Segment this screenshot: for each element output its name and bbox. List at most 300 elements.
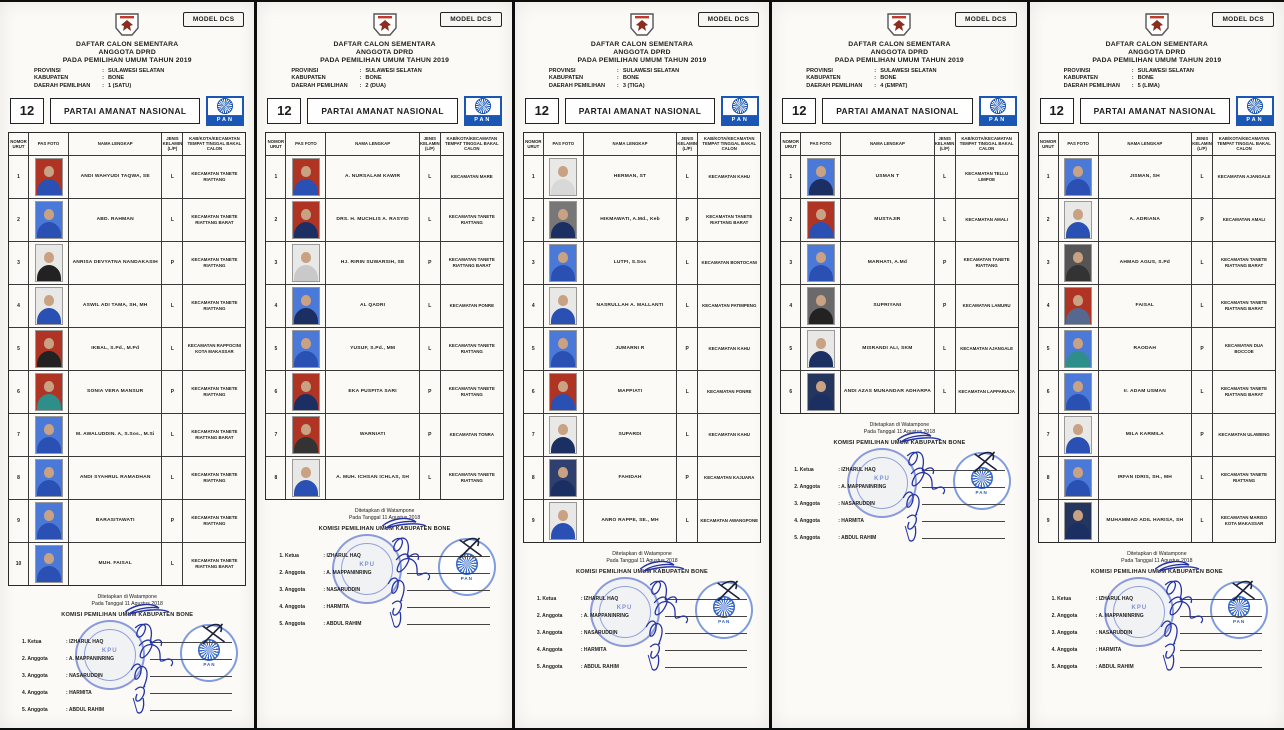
candidate-residence: KECAMATAN KAHU (708, 174, 750, 180)
candidate-row (1039, 457, 1275, 500)
kabupaten-label: KABUPATEN (34, 75, 69, 82)
candidate-number: 3 (1039, 242, 1059, 284)
header-nama-lengkap: NAMA LENGKAP (69, 133, 162, 155)
candidate-name: IKBAL, S.Pd., M.Pd (69, 328, 162, 370)
dapil-label: DAERAH PEMILIHAN (291, 82, 348, 89)
candidate-residence: KECAMATAN AMALI (965, 217, 1008, 223)
sig-commission-title: KOMISI PEMILIHAN UMUM KABUPATEN BONE (61, 611, 194, 618)
signature-block (780, 422, 1018, 572)
signature-line (150, 641, 232, 643)
signer-name: : ABDUL RAHIM (323, 621, 407, 627)
candidate-photo (1064, 502, 1092, 540)
signature-line (407, 623, 489, 625)
candidate-row (781, 156, 1017, 199)
candidate-photo (292, 287, 320, 325)
photo-cell (801, 371, 841, 413)
pan-sunburst-icon (466, 98, 500, 115)
signer-role: 4. Anggota (536, 646, 563, 653)
signature-line (1180, 666, 1262, 668)
photo-cell (286, 328, 326, 370)
party-number-box: 12 (782, 98, 816, 124)
header-pas-foto: PAS FOTO (286, 133, 326, 155)
candidate-gender: L (162, 543, 183, 585)
dapil-label: DAERAH PEMILIHAN (806, 82, 863, 89)
candidate-name: ANDI AZAS MUNANDAR ADHARPA (841, 371, 934, 413)
candidate-number: 8 (524, 457, 544, 499)
candidate-photo (1064, 287, 1092, 325)
candidate-number: 1 (1039, 156, 1059, 198)
signer-role: 4. Anggota (22, 689, 48, 696)
header-nomor-urut: NOMOR URUT (266, 133, 286, 155)
candidate-number: 1 (9, 156, 29, 198)
meta-row-kabupaten (549, 75, 761, 82)
sig-place-line: Ditetapkan di Watampone (1127, 550, 1187, 557)
colon: : (1131, 68, 1134, 75)
signer-row (279, 610, 503, 627)
model-dcs-badge: MODEL DCS (698, 12, 760, 27)
photo-head-shape (558, 467, 568, 478)
table-header-row (1039, 133, 1275, 156)
photo-cell (801, 328, 841, 370)
candidate-photo (807, 201, 835, 239)
candidate-name: WARNIATI (326, 414, 419, 456)
photo-cell (544, 285, 584, 327)
signer-row (794, 456, 1018, 473)
candidate-gender: L (162, 328, 183, 370)
signature-line (407, 589, 489, 591)
candidate-name: MARHATI, A.Md (841, 242, 934, 284)
photo-torso-shape (1066, 265, 1090, 281)
title-line-2: ANGGOTA DPRD (98, 49, 156, 57)
pan-sunburst-icon (208, 98, 242, 115)
candidate-gender: P (420, 371, 441, 413)
candidate-photo (549, 416, 577, 454)
photo-head-shape (558, 166, 568, 177)
candidates-table (1038, 132, 1276, 543)
party-number-box: 12 (525, 98, 559, 124)
kabupaten-label: KABUPATEN (806, 75, 841, 82)
candidate-residence: KECAMATAN TANETE RIATTANG (191, 257, 238, 268)
meta-row-dapil (549, 83, 761, 90)
pan-stamp-icon: PAN (180, 624, 238, 682)
candidate-row (266, 242, 502, 285)
photo-torso-shape (1066, 437, 1090, 453)
pan-abbr: PAN (1238, 115, 1272, 124)
candidate-name: LUTFI, S.Sos (584, 242, 677, 284)
candidate-gender: L (420, 156, 441, 198)
candidate-photo (35, 330, 63, 368)
candidate-residence: KECAMATAN AJANGALE (960, 346, 1014, 352)
candidate-name: SONIA VERA MANSUR (69, 371, 162, 413)
party-banner (8, 96, 246, 126)
header-nomor-urut: NOMOR URUT (781, 133, 801, 155)
candidate-gender: P (420, 242, 441, 284)
provinsi-value: SULAWESI SELATAN (622, 68, 680, 75)
candidate-gender: L (935, 156, 956, 198)
signers-list (22, 628, 246, 713)
signer-role: 5. Anggota (279, 620, 306, 627)
meta-row-dapil (806, 83, 1018, 90)
candidate-name: ANRISA DEVYATNA NANDAKASIH (69, 242, 162, 284)
signer-role: 1. Ketua (536, 595, 557, 602)
candidate-gender: L (677, 285, 698, 327)
signer-name: : HARMITA (66, 690, 150, 696)
provinsi-label: PROVINSI (806, 68, 833, 75)
candidate-residence: KECAMATAN TANETE RIATTANG (448, 472, 495, 483)
dcs-page (257, 2, 511, 728)
photo-head-shape (44, 553, 54, 564)
photo-head-shape (301, 424, 311, 435)
signature-block (523, 551, 761, 701)
signer-role: 4. Anggota (794, 517, 820, 524)
candidate-name: DRS. H. MUCHLIS A. RASYID (326, 199, 419, 241)
pan-stamp-icon: PAN (438, 538, 496, 596)
meta-row-provinsi (549, 68, 761, 75)
photo-head-shape (1073, 252, 1083, 263)
candidate-photo (292, 459, 320, 497)
header-jenis-kelamin: JENIS KELAMIN (L/P) (935, 133, 956, 155)
candidate-gender: P (677, 328, 698, 370)
candidates-table (8, 132, 246, 586)
candidate-gender: P (420, 414, 441, 456)
photo-cell (286, 457, 326, 499)
photo-head-shape (301, 209, 311, 220)
photo-cell (1059, 457, 1099, 499)
signer-role: 3. Anggota (1051, 629, 1078, 636)
candidate-row (781, 285, 1017, 328)
photo-head-shape (301, 166, 311, 177)
candidate-number: 7 (266, 414, 286, 456)
signer-row (1052, 653, 1276, 670)
colon: : (102, 82, 104, 89)
photo-cell (1059, 199, 1099, 241)
candidate-residence: KECAMATAN PONRE (706, 389, 752, 395)
photo-torso-shape (37, 179, 61, 195)
pan-stamp-icon: PAN (695, 581, 753, 639)
table-header-row (266, 133, 502, 156)
candidate-name: IRFAN IDRIS, SH., MH (1099, 457, 1192, 499)
photo-torso-shape (551, 523, 575, 539)
signer-row (22, 696, 246, 713)
candidate-row (9, 500, 245, 543)
candidate-residence: KECAMATAN MARISO KOTA MAKASSAR (1220, 515, 1268, 526)
photo-cell (544, 242, 584, 284)
title-line-1: DAFTAR CALON SEMENTARA (590, 41, 694, 48)
candidate-number: 2 (9, 199, 29, 241)
signature-line (922, 520, 1004, 522)
candidate-photo (292, 416, 320, 454)
meta-row-kabupaten (291, 75, 503, 82)
party-name-box: PARTAI AMANAT NASIONAL (565, 98, 715, 124)
sig-date-line: Pada Tanggal 11 Agustus 2018 (348, 514, 421, 521)
header-tempat-tinggal: KAB/KOTA/KECAMATAN TEMPAT TINGGAL BAKAL CALON (444, 136, 499, 152)
candidate-name: RAODAH (1099, 328, 1192, 370)
photo-torso-shape (551, 480, 575, 496)
meta-row-dapil (1064, 83, 1276, 90)
candidate-row (524, 328, 760, 371)
signer-row (537, 585, 761, 602)
signer-name: : HARMITA (838, 518, 922, 524)
signature-block (8, 594, 246, 728)
signer-name: : IZHARUL HAQ (1096, 596, 1180, 602)
candidate-name: FAHIDAH (584, 457, 677, 499)
candidate-name: YUSUF, S.Pd., MM (326, 328, 419, 370)
kpu-logo (112, 12, 142, 40)
colon: : (359, 68, 362, 75)
candidate-gender: L (162, 457, 183, 499)
signature-line (407, 555, 489, 557)
candidate-photo (549, 201, 577, 239)
region-meta (291, 68, 503, 90)
provinsi-value: SULAWESI SELATAN (880, 68, 937, 75)
candidate-gender: L (1192, 500, 1213, 542)
candidate-residence: KECAMATAN KAHU (708, 432, 750, 438)
table-body (524, 156, 760, 542)
meta-row-provinsi (291, 68, 503, 75)
colon: : (616, 82, 619, 89)
document-title (780, 41, 1018, 65)
colon: : (102, 75, 104, 82)
candidate-row (524, 156, 760, 199)
candidate-photo (549, 158, 577, 196)
signature-line (922, 486, 1004, 488)
candidate-residence: KECAMATAN TANETE RIATTANG (191, 171, 238, 182)
signer-row (537, 602, 761, 619)
candidate-number: 6 (9, 371, 29, 413)
table-header-row (9, 133, 245, 156)
header-nama-lengkap: NAMA LENGKAP (326, 133, 419, 155)
colon: : (874, 68, 877, 75)
pan-logo (979, 96, 1017, 126)
candidate-number: 3 (266, 242, 286, 284)
candidate-number: 8 (9, 457, 29, 499)
signer-role: 5. Anggota (22, 706, 48, 713)
signer-role: 3. Anggota (536, 629, 563, 636)
candidate-number: 2 (1039, 199, 1059, 241)
candidate-gender: P (1192, 199, 1213, 241)
candidate-photo (35, 373, 63, 411)
signers-list (279, 542, 503, 627)
signer-name: : ABDUL RAHIM (1096, 664, 1180, 670)
photo-head-shape (301, 252, 311, 263)
kpu-logo (370, 12, 400, 40)
candidate-number: 9 (1039, 500, 1059, 542)
header-nama-lengkap: NAMA LENGKAP (841, 133, 934, 155)
candidate-gender: L (420, 199, 441, 241)
header-nomor-urut: NOMOR URUT (524, 133, 544, 155)
candidate-name: M. AWALUDDIN. A, S.Sos., M.Si (69, 414, 162, 456)
provinsi-value: SULAWESI SELATAN (1137, 68, 1194, 75)
candidate-row (266, 285, 502, 328)
photo-cell (544, 199, 584, 241)
photo-cell (29, 500, 69, 542)
candidate-name: MILA KARMILA (1099, 414, 1192, 456)
photo-cell (801, 156, 841, 198)
candidate-residence: KECAMATAN TANETE RIATTANG BARAT (1220, 257, 1268, 268)
photo-torso-shape (809, 179, 833, 195)
candidate-row (524, 285, 760, 328)
title-line-1: DAFTAR CALON SEMENTARA (333, 41, 436, 48)
signature-block (1038, 551, 1276, 701)
signer-role: 5. Anggota (536, 663, 563, 670)
signer-role: 3. Anggota (22, 672, 48, 679)
sig-date-line: Pada Tanggal 11 Agustus 2018 (863, 428, 936, 435)
header-pas-foto: PAS FOTO (1059, 133, 1099, 155)
photo-torso-shape (294, 394, 318, 410)
signature-line (150, 709, 232, 711)
candidate-gender: P (1192, 328, 1213, 370)
candidate-row (9, 156, 245, 199)
signer-role: 1. Ketua (279, 552, 299, 559)
candidate-photo (35, 545, 63, 583)
candidate-name: BARASITAWATI (69, 500, 162, 542)
pan-stamp-icon: PAN (1210, 581, 1268, 639)
region-meta (34, 68, 246, 90)
signer-row (22, 662, 246, 679)
photo-torso-shape (294, 351, 318, 367)
provinsi-label: PROVINSI (34, 68, 61, 75)
photo-cell (1059, 414, 1099, 456)
sig-place-line: Ditetapkan di Watampone (869, 421, 930, 428)
candidate-photo (35, 459, 63, 497)
photo-head-shape (558, 252, 568, 263)
candidate-residence: KECAMATAN TELLU LIMPOE (965, 171, 1009, 182)
candidate-gender: L (1192, 285, 1213, 327)
signer-role: 5. Anggota (1051, 663, 1078, 670)
signer-name: : A. MAPPANINRING (581, 613, 665, 619)
signer-name: : ABDUL RAHIM (838, 535, 922, 541)
table-header-row (524, 133, 760, 156)
signer-role: 2. Anggota (794, 483, 820, 490)
signer-row (279, 559, 503, 576)
candidate-gender: L (677, 371, 698, 413)
candidate-number: 7 (9, 414, 29, 456)
candidate-residence: KECAMATAN TANETE RIATTANG (448, 214, 495, 225)
candidate-name: SUPARDI (584, 414, 677, 456)
candidate-number: 7 (1039, 414, 1059, 456)
kpu-logo (1142, 12, 1172, 40)
signer-name: : A. MAPPANINRING (66, 656, 150, 662)
candidate-number: 5 (524, 328, 544, 370)
header-nama-lengkap: NAMA LENGKAP (584, 133, 677, 155)
signature-line (665, 666, 747, 668)
signer-role: 1. Ketua (22, 638, 42, 645)
candidate-gender: P (677, 457, 698, 499)
photo-head-shape (558, 510, 568, 521)
signer-name: : NASARUDDIN (66, 673, 150, 679)
candidate-row (524, 457, 760, 500)
sig-commission-title: KOMISI PEMILIHAN UMUM KABUPATEN BONE (318, 525, 451, 532)
candidate-residence: KECAMATAN KAJUARA (704, 475, 755, 481)
sig-commission-title: KOMISI PEMILIHAN UMUM KABUPATEN BONE (1090, 568, 1223, 575)
signer-role: 1. Ketua (1051, 595, 1072, 602)
candidate-number: 4 (781, 285, 801, 327)
candidate-name: MUSTAJIR (841, 199, 934, 241)
signer-row (1052, 602, 1276, 619)
candidate-gender: P (1192, 414, 1213, 456)
signer-row (794, 524, 1018, 541)
candidate-name: MUHAMMAD ADIL HARISA, SH (1099, 500, 1192, 542)
candidate-photo (807, 158, 835, 196)
document-title (1038, 41, 1276, 65)
photo-torso-shape (551, 222, 575, 238)
candidate-photo (549, 502, 577, 540)
party-number-box: 12 (267, 98, 301, 124)
candidates-table (523, 132, 761, 543)
signer-role: 2. Anggota (22, 655, 48, 662)
region-meta (549, 68, 761, 90)
header-nama-lengkap: NAMA LENGKAP (1099, 133, 1192, 155)
signer-role: 1. Ketua (794, 466, 814, 473)
meta-row-kabupaten (806, 75, 1018, 82)
candidate-photo (549, 287, 577, 325)
candidate-row (9, 543, 245, 585)
signer-role: 3. Anggota (279, 586, 306, 593)
photo-torso-shape (294, 308, 318, 324)
signature-line (665, 632, 747, 634)
pan-logo (206, 96, 244, 126)
title-line-3: PADA PEMILIHAN UMUM TAHUN 2019 (1092, 57, 1222, 65)
pan-sunburst-icon (723, 98, 757, 115)
party-number-box: 12 (10, 98, 44, 124)
candidate-name: USMAN T (841, 156, 934, 198)
sig-place-line: Ditetapkan di Watampone (354, 507, 415, 514)
photo-cell (29, 156, 69, 198)
dcs-page (1030, 2, 1284, 728)
photo-torso-shape (37, 523, 61, 539)
photo-torso-shape (1066, 351, 1090, 367)
colon: : (359, 82, 362, 89)
title-line-2: ANGGOTA DPRD (355, 49, 414, 57)
photo-cell (29, 242, 69, 284)
meta-row-provinsi (1064, 68, 1276, 75)
dapil-value: 5 (LIMA) (1137, 82, 1160, 89)
candidate-residence: KECAMATAN TANETE RIATTANG (191, 515, 238, 526)
photo-torso-shape (294, 480, 318, 496)
candidate-gender: L (1192, 371, 1213, 413)
signer-name: : NASARUDDIN (323, 587, 407, 593)
signer-name: : HARMITA (581, 647, 665, 653)
candidate-gender: P (935, 242, 956, 284)
signer-name: : NASARUDDIN (838, 501, 922, 507)
meta-row-dapil (34, 83, 246, 90)
candidate-residence: KECAMATAN DUA BOCCOE (1224, 343, 1264, 354)
photo-torso-shape (809, 351, 833, 367)
sig-place-line: Ditetapkan di Watampone (612, 550, 672, 557)
photo-head-shape (1073, 295, 1083, 306)
signature-line (407, 572, 489, 574)
candidate-residence: KECAMATAN TANETE RIATTANG (1220, 472, 1268, 483)
candidate-gender: L (1192, 156, 1213, 198)
candidate-row (781, 328, 1017, 371)
kabupaten-label: KABUPATEN (548, 75, 584, 82)
header-nomor-urut: NOMOR URUT (1039, 133, 1059, 155)
photo-cell (801, 285, 841, 327)
candidate-residence: KECAMATAN LAMURU (962, 303, 1011, 309)
candidate-row (781, 242, 1017, 285)
signer-name: : IZHARUL HAQ (581, 596, 665, 602)
candidate-gender: L (677, 156, 698, 198)
title-line-1: DAFTAR CALON SEMENTARA (76, 41, 179, 48)
dapil-label: DAERAH PEMILIHAN (1063, 82, 1120, 89)
candidate-photo (549, 373, 577, 411)
candidate-number: 5 (9, 328, 29, 370)
signature-line (665, 649, 747, 651)
candidate-number: 3 (524, 242, 544, 284)
candidate-number: 4 (266, 285, 286, 327)
dapil-value: 1 (SATU) (108, 82, 132, 89)
candidate-row (524, 371, 760, 414)
